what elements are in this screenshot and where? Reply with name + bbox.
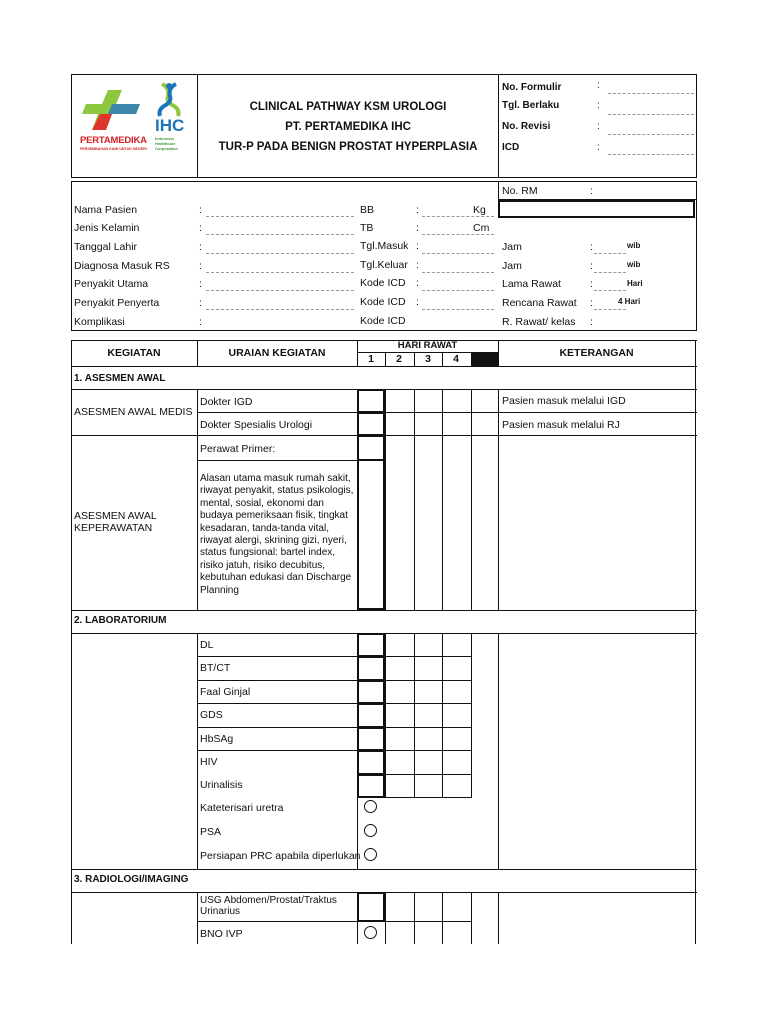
tb-field[interactable] <box>422 234 494 235</box>
lab-dl: DL <box>200 639 214 651</box>
label-jam-1: Jam <box>502 241 522 253</box>
section-radiologi: 3. RADIOLOGI/IMAGING <box>74 874 189 885</box>
colon-3: : <box>199 241 202 253</box>
meta-berlaku-colon: : <box>597 100 600 111</box>
perawat-primer-label: Perawat Primer: <box>200 443 276 455</box>
header-divider-2 <box>498 74 499 178</box>
tanggal-lahir-field[interactable] <box>206 253 354 254</box>
grid-v-414-a <box>414 389 415 610</box>
meta-icd-line[interactable] <box>608 154 694 155</box>
checkbox-usg-day1[interactable] <box>357 892 385 922</box>
title-3: TUR-P PADA BENIGN PROSTAT HYPERPLASIA <box>218 141 478 153</box>
table-right-border <box>695 340 696 944</box>
label-nama: Nama Pasien <box>74 204 138 216</box>
header-day-4: 4 <box>453 353 459 365</box>
title-1: CLINICAL PATHWAY KSM UROLOGI <box>249 101 447 113</box>
nama-field[interactable] <box>206 216 354 217</box>
table-header-bottom <box>71 366 697 367</box>
label-jenis-kelamin: Jenis Kelamin <box>74 222 140 234</box>
mid-colon-4: : <box>416 259 419 271</box>
cm-unit: Cm <box>473 222 490 234</box>
mid-colon-2: : <box>416 222 419 234</box>
rencana-hari-unit: 4 Hari <box>618 297 641 306</box>
header-day-3: 3 <box>425 353 431 365</box>
label-kode-icd-1: Kode ICD <box>360 277 406 289</box>
mid-colon-3: : <box>416 240 419 252</box>
rm-divider <box>498 181 499 199</box>
right-colon-4: : <box>590 297 593 309</box>
header-day-2: 2 <box>396 353 402 365</box>
checkbox-gds-day1[interactable] <box>357 703 385 728</box>
lama-rawat-field[interactable] <box>594 290 626 291</box>
meta-formulir-line[interactable] <box>608 93 694 94</box>
checkbox-alasan-day1[interactable] <box>357 459 385 610</box>
label-jam-2: Jam <box>502 260 522 272</box>
colon-6: : <box>199 297 202 309</box>
jam-2-field[interactable] <box>594 272 626 273</box>
right-colon-5: : <box>590 316 593 328</box>
mid-colon-6: : <box>416 296 419 308</box>
table-left-border <box>71 340 72 944</box>
tgl-masuk-field[interactable] <box>422 253 494 254</box>
grid-v-197-b <box>197 633 198 869</box>
header-keterangan: KETERANGAN <box>559 347 634 359</box>
meta-revisi-label: No. Revisi <box>502 121 551 132</box>
lab-faal-ginjal: Faal Ginjal <box>200 686 251 698</box>
grid-v-197-c <box>197 892 198 944</box>
grid-v-471-b <box>471 633 472 798</box>
lab-kateterisasi: Kateterisari uretra <box>200 802 284 814</box>
grid-v-442-a <box>442 389 443 610</box>
label-diagnosa: Diagnosa Masuk RS <box>74 260 170 272</box>
kode-icd-1-field[interactable] <box>422 290 494 291</box>
rad-usg: USG Abdomen/Prostat/Traktus Urinarius <box>200 895 337 917</box>
logo1-name: PERTAMEDIKA <box>80 135 147 146</box>
tgl-keluar-field[interactable] <box>422 272 494 273</box>
row-perawat-bottom <box>197 460 357 461</box>
colon-5: : <box>199 278 202 290</box>
title-2: PT. PERTAMEDIKA IHC <box>285 121 411 133</box>
label-penyakit-utama: Penyakit Utama <box>74 278 149 290</box>
bb-field[interactable] <box>422 216 494 217</box>
no-rm-colon: : <box>590 185 593 197</box>
mid-colon-5: : <box>416 277 419 289</box>
label-tgl-masuk: Tgl.Masuk <box>360 240 409 252</box>
grid-v-498-c <box>498 892 499 944</box>
penyakit-utama-field[interactable] <box>206 290 354 291</box>
checkbox-hiv-day1[interactable] <box>357 750 385 775</box>
meta-icd-label: ICD <box>502 142 520 153</box>
row-igd-bottom <box>197 412 697 413</box>
asesmen-kep-label: ASESMEN AWAL KEPERAWATAN <box>74 510 157 535</box>
meta-revisi-colon: : <box>597 121 600 132</box>
lab-row-line-1 <box>197 656 471 657</box>
section-laboratorium: 2. LABORATORIUM <box>74 615 167 626</box>
ihc-logo <box>152 82 192 157</box>
jam-1-field[interactable] <box>594 253 626 254</box>
grid-v-498-a <box>498 389 499 610</box>
header-hari-rawat: HARI RAWAT <box>397 340 458 351</box>
rad-row-line-1 <box>197 921 471 922</box>
label-komplikasi: Komplikasi <box>74 316 125 328</box>
lab-row-line-4 <box>197 727 471 728</box>
logo1-tagline: PERSEMBAHAN KAMI UNTUK NEGERI <box>80 147 147 151</box>
label-kode-icd-3: Kode ICD <box>360 315 406 327</box>
checkbox-perawat-day1[interactable] <box>357 435 385 461</box>
asesmen-medis-label: ASESMEN AWAL MEDIS <box>74 406 193 418</box>
logo2-tagline: Indonesia Healthcare Corporation <box>155 136 178 151</box>
colon-1: : <box>199 204 202 216</box>
lab-row-line-5 <box>197 750 471 751</box>
label-tanggal-lahir: Tanggal Lahir <box>74 241 138 253</box>
grid-v-471-a <box>471 389 472 610</box>
right-colon-1: : <box>590 241 593 253</box>
lab-hbsag: HbSAg <box>200 733 234 745</box>
grid-v-197-a <box>197 389 198 610</box>
lab-prc: Persiapan PRC apabila diperlukan <box>200 850 361 862</box>
circle-prc-day1[interactable] <box>364 848 377 861</box>
alasan-text: Alasan utama masuk rumah sakit, riwayat penyakit, status psikologis, mental, sosial, ekonomi dan budaya pemeriksaan fisik, tingkat kesadaran, tanda-tanda vital, riwayat alergi, skrining gizi, nyeri, status fungsional: bartel index, risiko jatuh, risiko decubitus, kebutuhan edukasi dan Discharge Planning <box>200 473 354 596</box>
checkbox-dokter-igd-day1[interactable] <box>357 389 385 413</box>
grid-v-471-c <box>471 892 472 944</box>
no-rm-input[interactable] <box>498 200 695 218</box>
lab-psa: PSA <box>200 826 222 838</box>
mid-colon-1: : <box>416 204 419 216</box>
checkbox-dl-day1[interactable] <box>357 633 385 657</box>
label-tgl-keluar: Tgl.Keluar <box>360 259 408 271</box>
label-penyakit-penyerta: Penyakit Penyerta <box>74 297 160 309</box>
label-tb: TB <box>360 222 374 234</box>
dokter-igd-label: Dokter IGD <box>200 396 253 408</box>
checkbox-hbsag-day1[interactable] <box>357 727 385 751</box>
diagnosa-field[interactable] <box>206 272 354 273</box>
colon-2: : <box>199 222 202 234</box>
checkbox-dokter-spesialis-day1[interactable] <box>357 412 385 436</box>
colon-4: : <box>199 260 202 272</box>
sec2-top <box>71 610 697 611</box>
hdr-day-div-2 <box>414 352 415 366</box>
meta-formulir-colon: : <box>597 80 600 91</box>
meta-berlaku-label: Tgl. Berlaku <box>502 100 560 111</box>
header-kegiatan: KEGIATAN <box>107 347 161 359</box>
label-ruang-rawat: R. Rawat/ kelas <box>502 316 576 328</box>
penyakit-penyerta-field[interactable] <box>206 309 354 310</box>
grid-v-498-b <box>498 633 499 869</box>
header-day-5-filled <box>471 352 498 366</box>
circle-psa-day1[interactable] <box>364 824 377 837</box>
right-colon-3: : <box>590 278 593 290</box>
meta-icd-colon: : <box>597 142 600 153</box>
rad-bno-ivp: BNO IVP <box>200 928 243 940</box>
hdr-day-div-3 <box>442 352 443 366</box>
logo2-name: IHC <box>155 116 185 135</box>
checkbox-urinalisis-day1[interactable] <box>357 774 385 798</box>
circle-kateterisasi-day1[interactable] <box>364 800 377 813</box>
label-rencana-rawat: Rencana Rawat <box>502 297 577 309</box>
kode-icd-2-field[interactable] <box>422 309 494 310</box>
lab-row-line-2 <box>197 680 471 681</box>
lab-row-line-3 <box>197 703 471 704</box>
wib-unit-1: wib <box>627 241 641 250</box>
jenis-kelamin-field[interactable] <box>206 234 354 235</box>
circle-bno-ivp-day1[interactable] <box>364 926 377 939</box>
checkbox-faal-ginjal-day1[interactable] <box>357 680 385 704</box>
checkbox-btct-day1[interactable] <box>357 656 385 681</box>
hdr-day-div-1 <box>385 352 386 366</box>
meta-berlaku-line[interactable] <box>608 114 694 115</box>
meta-revisi-line[interactable] <box>608 134 694 135</box>
no-rm-label: No. RM <box>502 185 538 197</box>
lab-hiv: HIV <box>200 756 218 768</box>
lab-btct: BT/CT <box>200 662 231 674</box>
lab-gds: GDS <box>200 709 223 721</box>
grid-v-385-c <box>385 892 386 944</box>
keterangan-igd: Pasien masuk melalui IGD <box>502 395 626 407</box>
keterangan-rj: Pasien masuk melalui RJ <box>502 419 620 431</box>
kg-unit: Kg <box>473 204 486 216</box>
label-lama-rawat: Lama Rawat <box>502 278 561 290</box>
wib-unit-2: wib <box>627 260 641 269</box>
header-day-1: 1 <box>368 353 374 365</box>
grid-v-414-c <box>414 892 415 944</box>
dokter-spesialis-label: Dokter Spesialis Urologi <box>200 419 313 431</box>
lab-urinalisis: Urinalisis <box>200 779 243 791</box>
section-asesmen-awal: 1. ASESMEN AWAL <box>74 373 166 384</box>
pertamedika-logo <box>80 86 150 156</box>
sec3-top <box>71 869 697 870</box>
header-uraian: URAIAN KEGIATAN <box>228 347 326 359</box>
hari-unit: Hari <box>627 279 643 288</box>
grid-v-385-a <box>385 389 386 610</box>
label-kode-icd-2: Kode ICD <box>360 296 406 308</box>
rencana-rawat-field[interactable] <box>594 309 626 310</box>
right-colon-2: : <box>590 260 593 272</box>
meta-formulir-label: No. Formulir <box>502 82 562 93</box>
colon-7: : <box>199 316 202 328</box>
grid-v-442-c <box>442 892 443 944</box>
label-bb: BB <box>360 204 375 216</box>
